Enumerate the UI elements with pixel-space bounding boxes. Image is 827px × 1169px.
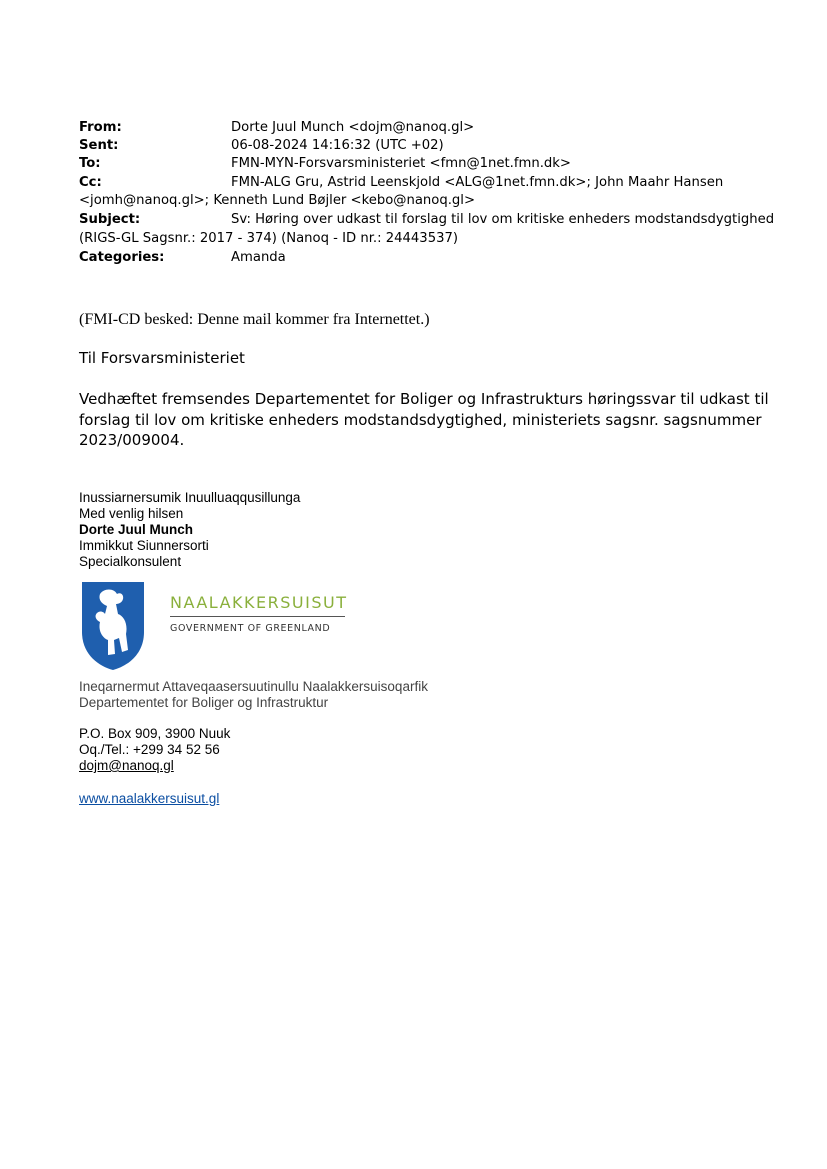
- to-row: [79, 155, 571, 173]
- cc-row-continued: [79, 192, 475, 210]
- greenland-coat-of-arms-icon: [80, 580, 146, 677]
- postal-address: P.O. Box 909, 3900 Nuuk: [79, 726, 231, 741]
- department-kl: Ineqarnermut Attaveqaasersuutinullu Naalakkersuisoqarfik: [79, 679, 428, 694]
- sent-row: [79, 137, 444, 155]
- phone-number: Oq./Tel.: +299 34 52 56: [79, 742, 220, 757]
- email-link[interactable]: dojm@nanoq.gl: [79, 758, 174, 773]
- sent-label: Sent:: [79, 138, 119, 153]
- from-row: [79, 119, 474, 137]
- signature-name: Dorte Juul Munch: [79, 522, 193, 537]
- subject-row: [79, 211, 774, 229]
- categories-label: Categories:: [79, 250, 165, 265]
- body-paragraph: [79, 389, 769, 451]
- body-line-2: forslag til lov om kritiske enheders modstandsdygtighed, ministeriets sagsnr. sagsnummer: [79, 410, 762, 429]
- subject-row-continued: [79, 230, 458, 248]
- from-label: From:: [79, 120, 122, 135]
- contact-block: [79, 726, 230, 774]
- website-row: [79, 791, 219, 807]
- department-da: Departementet for Boliger og Infrastruktur: [79, 695, 329, 710]
- cc-value-line1: FMN-ALG Gru, Astrid Leenskjold <ALG@1net.fmn.dk>; John Maahr Hansen: [231, 175, 724, 190]
- signature-greeting-kl: Inussiarnersumik Inuulluaqqusillunga: [79, 490, 301, 505]
- to-label: To:: [79, 156, 101, 171]
- from-value: Dorte Juul Munch <dojm@nanoq.gl>: [231, 120, 475, 135]
- logo-divider: [170, 616, 345, 617]
- signature-title-da: Specialkonsulent: [79, 554, 182, 569]
- cc-row: [79, 174, 723, 192]
- website-link[interactable]: www.naalakkersuisut.gl: [79, 791, 220, 806]
- sent-value: 06-08-2024 14:16:32 (UTC +02): [231, 138, 444, 153]
- signature-title-kl: Immikkut Siunnersorti: [79, 538, 209, 553]
- signature-block: [79, 490, 300, 570]
- greeting-line: Til Forsvarsministeriet: [79, 349, 245, 367]
- subject-value-line2: (RIGS-GL Sagsnr.: 2017 - 374) (Nanoq - ID nr.: 24443537): [79, 231, 459, 246]
- cc-label: Cc:: [79, 175, 102, 190]
- logo-subtitle: GOVERNMENT OF GREENLAND: [170, 623, 331, 634]
- subject-value-line1: Sv: Høring over udkast til forslag til lov om kritiske enheders modstandsdygtighed: [231, 212, 775, 227]
- signature-greeting-da: Med venlig hilsen: [79, 506, 184, 521]
- categories-row: [79, 249, 286, 267]
- body-line-1: Vedhæftet fremsendes Departementet for Boliger og Infrastrukturs høringssvar til udkast til: [79, 390, 769, 408]
- logo-wordmark: NAALAKKERSUISUT: [170, 593, 348, 612]
- categories-value: Amanda: [231, 250, 286, 265]
- to-value: FMN-MYN-Forsvarsministeriet <fmn@1net.fmn.dk>: [231, 156, 571, 171]
- cc-value-line2: <jomh@nanoq.gl>; Kenneth Lund Bøjler <kebo@nanoq.gl>: [79, 193, 476, 208]
- subject-label: Subject:: [79, 212, 141, 227]
- external-mail-notice: (FMI-CD besked: Denne mail kommer fra Internettet.): [79, 311, 430, 328]
- body-line-3: 2023/009004.: [79, 431, 185, 449]
- department-block: [79, 679, 428, 711]
